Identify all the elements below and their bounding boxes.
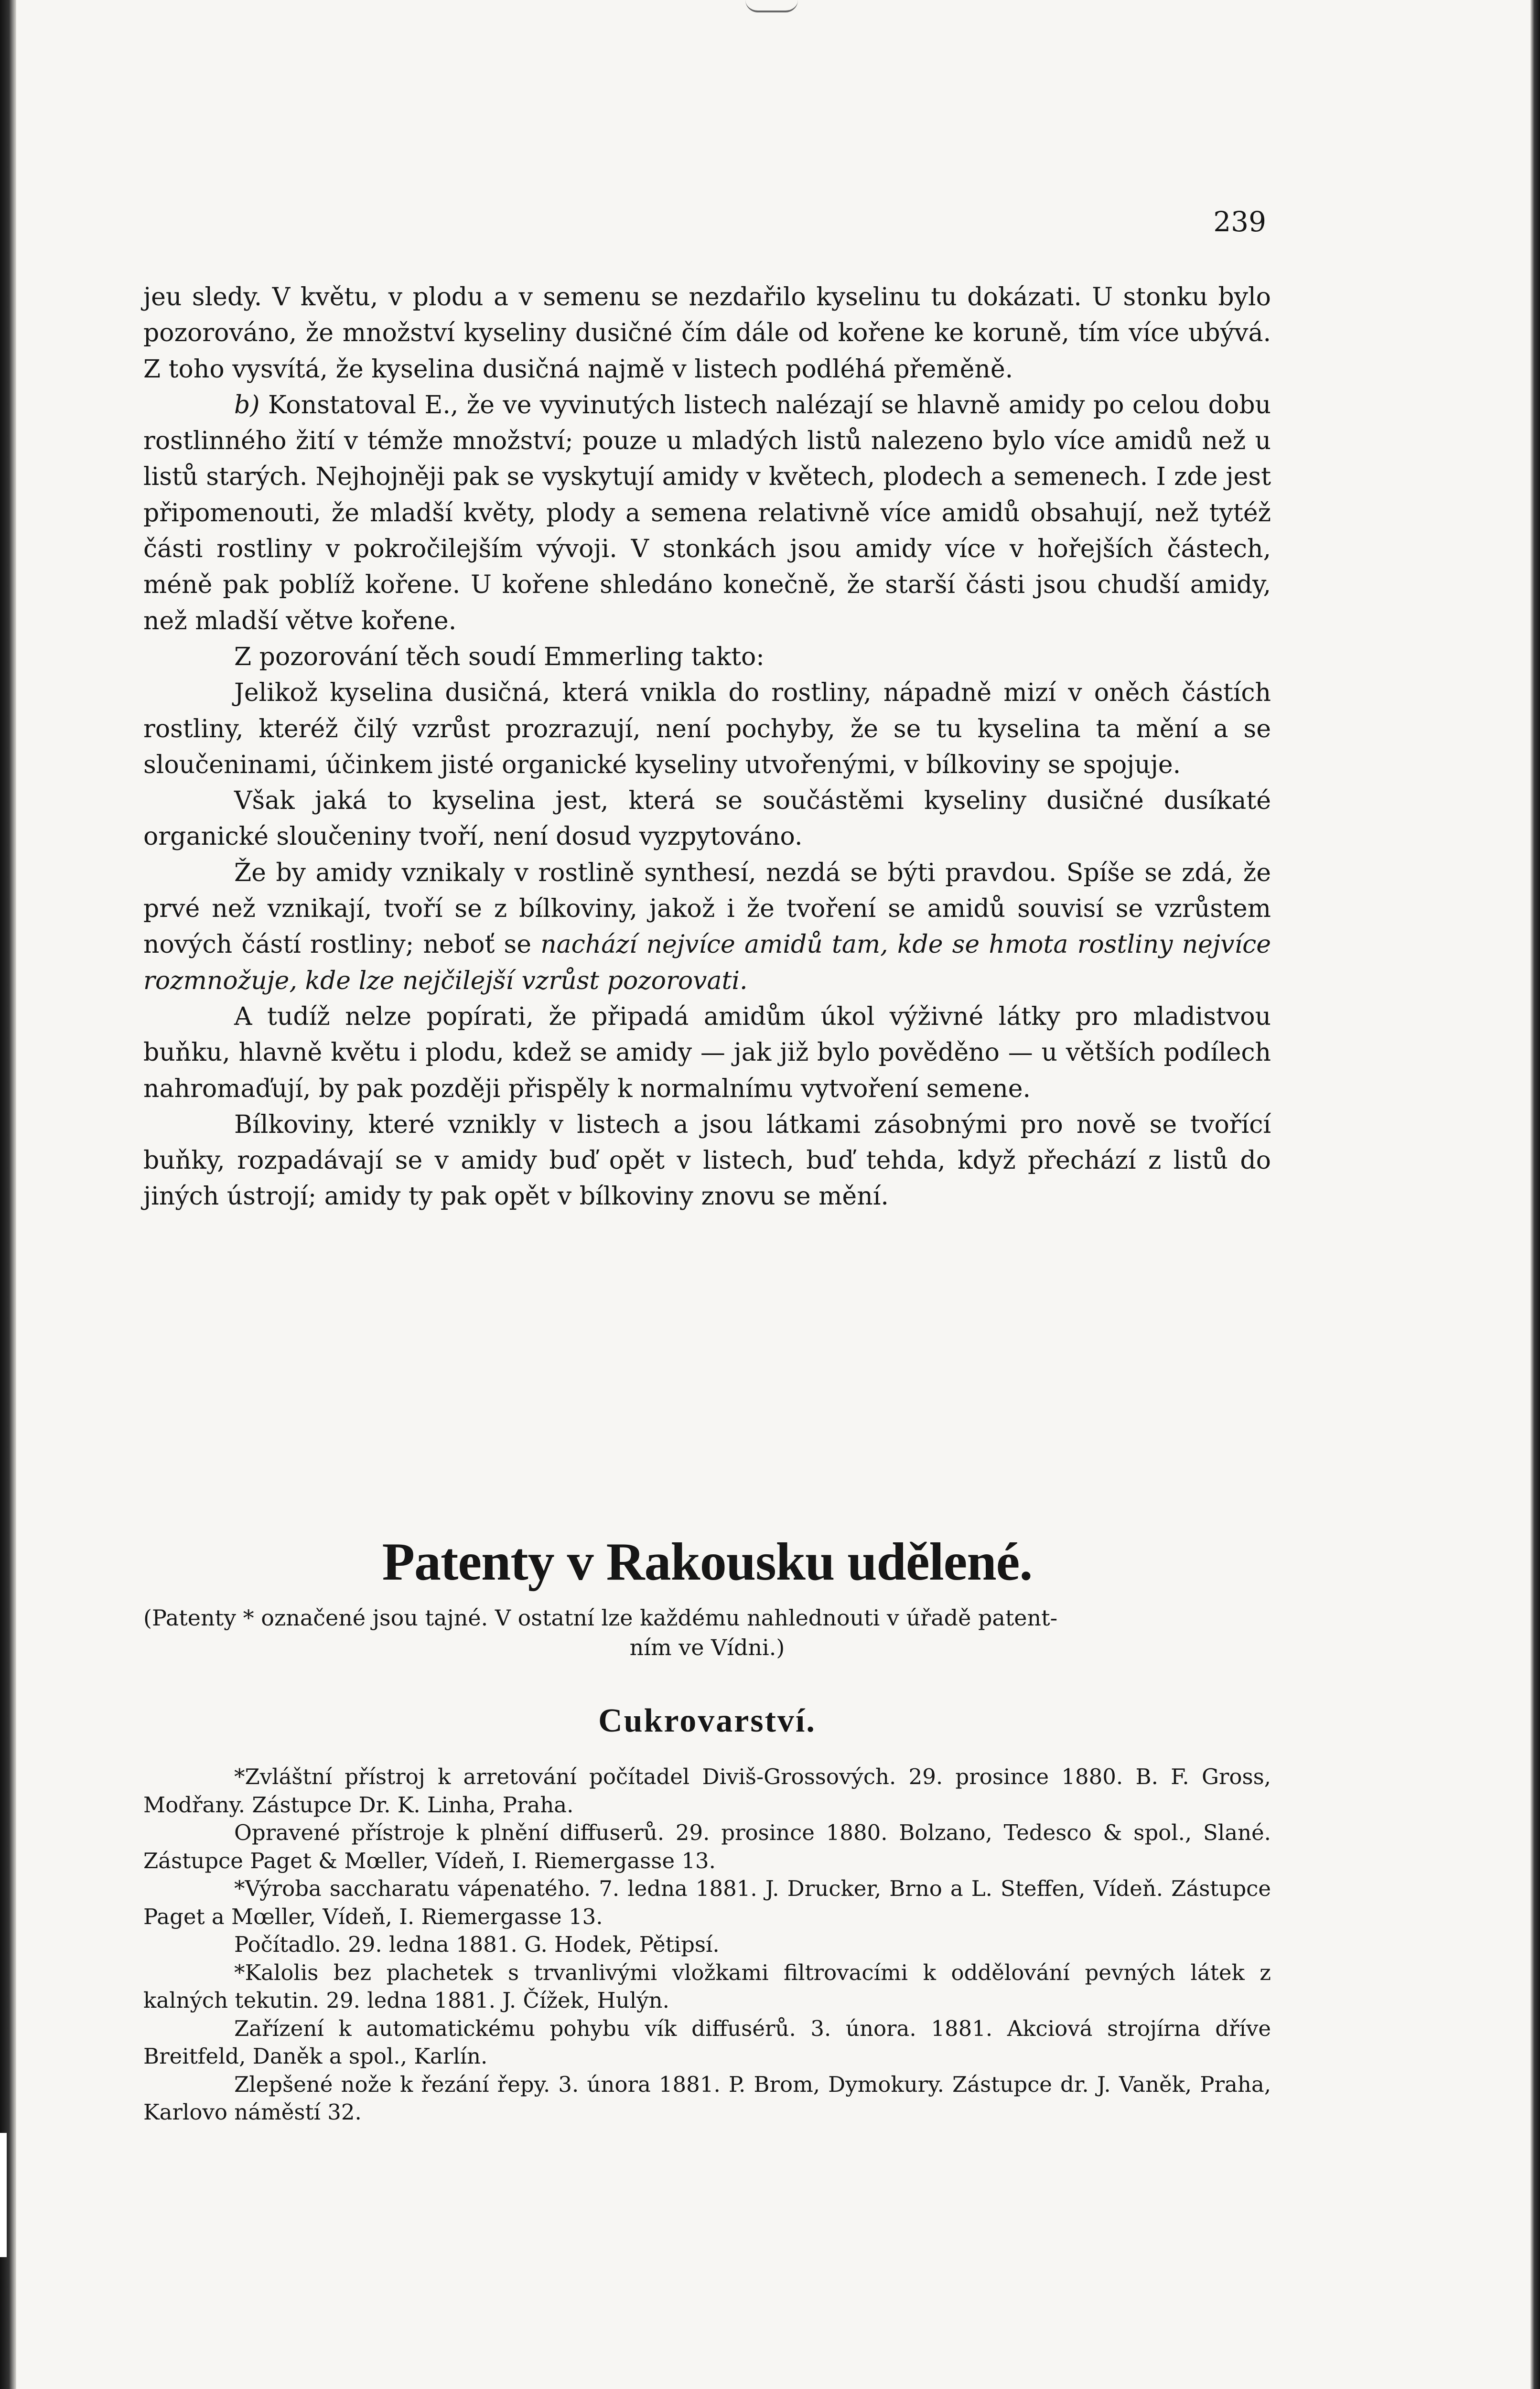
scan-top-mark	[745, 0, 798, 12]
body-text	[143, 280, 1271, 1215]
paragraph-2	[143, 387, 1271, 639]
patent-entry: Zlepšené nože k řezání řepy. 3. února 1881. P. Brom, Dymokury. Zástupce dr. J. Vaněk, Praha, Karlovo náměstí 32.	[143, 2071, 1271, 2125]
paragraph-2-text: Konstatoval E., že ve vyvinutých listech nalézají se hlavně amidy po celou dobu rostlinného žití v témže množství; pouze u mladých listů nalezeno bylo více amidů než u listů starých. Nejhojněji pak se vyskytují amidy v květech, plodech a semenech. I zde jest připomenouti, že mladší květy, plody a semena relativně více amidů obsahují, než tytéž části rostliny v pokročilejším vývoji. V stonkách jsou amidy více v hořejších částech, méně pak poblíž kořene. U kořene shledáno konečně, že starší části jsou chudší amidy, než mladší větve kořene.	[143, 390, 1271, 635]
patent-entry: Počítadlo. 29. ledna 1881. G. Hodek, Pětipsí.	[234, 1932, 720, 1957]
paragraph-4: Jelikož kyselina dusičná, která vnikla do rostliny, nápadně mizí v oněch částích rostliny, kteréž čilý vzrůst prozrazují, není pochyby, že se tu kyselina ta mění a se sloučeninami, účinkem jisté organické kyseliny utvořenými, v bílkoviny se spojuje.	[143, 678, 1271, 779]
paragraph-2-label: b)	[234, 390, 260, 420]
paragraph-3: Z pozorování těch soudí Emmerling takto:	[234, 642, 765, 671]
paragraph-7: A tudíž nelze popírati, že připadá amidům úkol výživné látky pro mladistvou buňku, hlavně květu i plodu, kdež se amidy — jak již bylo pověděno — u větších podílech nahromaďují, by pak později přispěly k normalnímu vytvoření semene.	[143, 1002, 1271, 1103]
paragraph-8: Bílkoviny, které vznikly v listech a jsou látkami zásobnými pro nově se tvořící buňky, rozpadávají se v amidy buď opět v listech, buď tehda, když přechází z listů do jiných ústrojí; amidy ty pak opět v bílkoviny znovu se mění.	[143, 1110, 1271, 1211]
paragraph-1: jeu sledy. V květu, v plodu a v semenu se nezdařilo kyselinu tu dokázati. U stonku bylo pozorováno, že množství kyseliny dusičné čím dále od kořene ke koruně, tím více ubývá. Z toho vysvítá, že kyselina dusičná najmě v listech podléhá přeměně.	[143, 283, 1271, 384]
scan-edge-right	[1530, 0, 1540, 2389]
paragraph-6	[143, 855, 1271, 999]
scan-spine-mark	[0, 2133, 7, 2257]
subheading-cukrovarstvi: Cukrovarství.	[598, 1702, 816, 1739]
paragraph-6-text: Že by amidy vznikaly v rostlině synthesí, nezdá se býti pravdou. Spíše se zdá, že prvé než vznikají, tvoří se z bílkoviny, jakož i že tvoření se amidů souvisí se vzrůstem nových částí rostliny; neboť se	[143, 858, 1271, 959]
patent-entry: *Zvláštní přístroj k arretování počítadel Diviš-Grossových. 29. prosince 1880. B. F. Gross, Modřany. Zástupce Dr. K. Linha, Praha.	[143, 1764, 1271, 1818]
section-heading: Patenty v Rakousku udělené.	[382, 1532, 1033, 1592]
patent-entry: Zařízení k automatickému pohybu vík diffusérů. 3. února. 1881. Akciová strojírna dříve Breitfeld, Daněk a spol., Karlín.	[143, 2015, 1271, 2069]
patent-entry: *Výroba saccharatu vápenatého. 7. ledna 1881. J. Drucker, Brno a L. Steffen, Vídeň. Zástupce Paget a Mœller, Vídeň, I. Riemergasse 13.	[143, 1876, 1271, 1929]
paragraph-5: Však jaká to kyselina jest, která se součástěmi kyseliny dusičné dusíkaté organické sloučeniny tvoří, není dosud vyzpytováno.	[143, 786, 1271, 851]
patent-note	[143, 1603, 1271, 1662]
patent-note-line-1: (Patenty * označené jsou tajné. V ostatní lze každému nahlednouti v úřadě patent-	[143, 1605, 1058, 1631]
scan-edge-left	[0, 0, 16, 2389]
patent-entries	[143, 1763, 1271, 2127]
paragraph-6-emphasis: nachází nejvíce amidů tam, kde se hmota rostliny nejvíce rozmnožuje, kde lze nejčilejší vzrůst pozorovati.	[143, 930, 1271, 995]
page-number: 239	[1213, 205, 1266, 238]
patent-entry: Opravené přístroje k plnění diffuserů. 29. prosince 1880. Bolzano, Tedesco & spol., Slané. Zástupce Paget & Mœller, Vídeň, I. Riemergasse 13.	[143, 1820, 1271, 1873]
patent-note-line-2: ním ve Vídni.)	[629, 1635, 785, 1660]
patent-entry: *Kalolis bez plachetek s trvanlivými vložkami filtrovacími k oddělování pevných látek z kalných tekutin. 29. ledna 1881. J. Čížek, Hulýn.	[143, 1959, 1271, 2013]
